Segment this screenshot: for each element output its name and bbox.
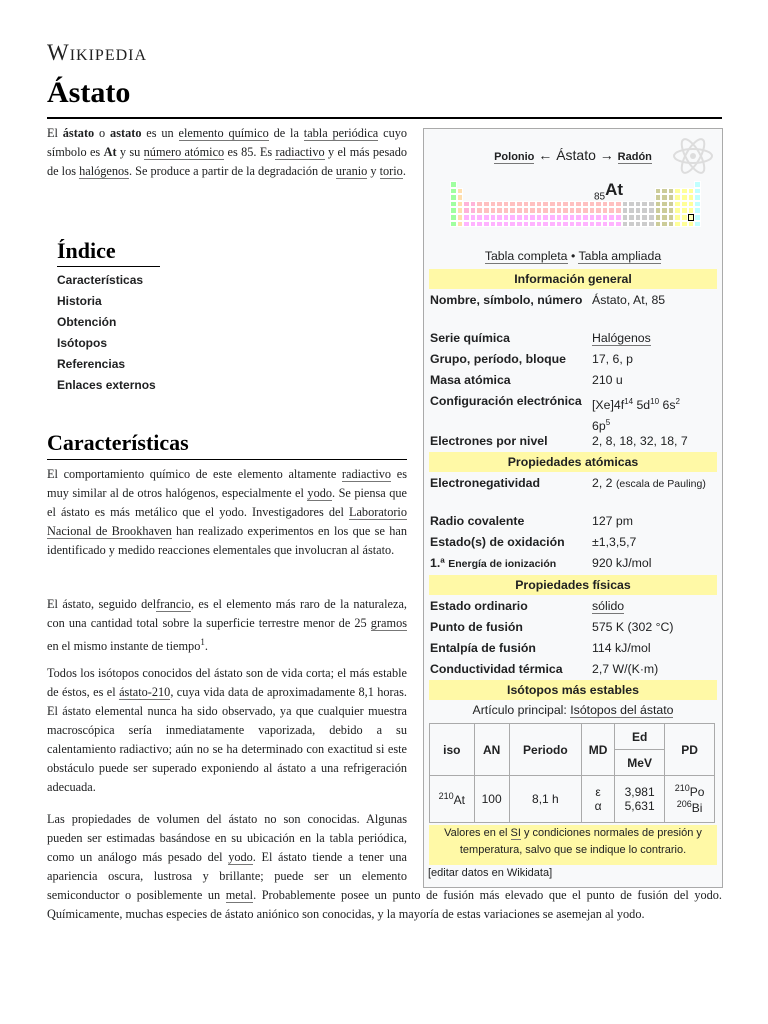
full-table-link[interactable]: Tabla completa — [484, 249, 568, 263]
link-elemento-quimico[interactable]: elemento químico — [178, 126, 269, 140]
element-cell — [681, 221, 688, 228]
value-electronegativity: 2, 2 (escala de Pauling) — [592, 476, 706, 490]
toc-title: Índice — [57, 238, 160, 267]
units-note: Valores en el SI y condiciones normales de presión y temperatura, salvo que se indique lo contrario. — [429, 825, 717, 865]
element-cell — [556, 214, 563, 221]
page-title: Ástato — [47, 76, 131, 109]
element-cell — [635, 221, 642, 228]
element-cell — [582, 207, 589, 214]
element-cell — [450, 214, 457, 221]
element-cell — [674, 207, 681, 214]
element-cell — [608, 221, 615, 228]
paragraph-4: Las propiedades de volumen del ástato no son conocidas. Algunas pueden ser estimadas basándose en su ubicación en la tabla periódica, como un análogo más pesado del yodo. El ástato tiende a tener una apariencia oscura, lustrosa y brillante; puede ser un elemento semiconductor o posiblemente un metal. Probablemente posee un punto de fusión más elevado que el punto de fusión del yodo. Químicamente, muchas especies de ástato aniónico son conocidas, y la mayoría de estas variaciones se asemejan al yodo. — [47, 812, 722, 921]
element-cell — [641, 214, 648, 221]
an-cell: 100 — [474, 776, 509, 823]
element-cell — [681, 201, 688, 208]
wide-table-link[interactable]: Tabla ampliada — [578, 249, 662, 263]
value-series[interactable]: Halógenos — [592, 331, 651, 345]
section-atomic: Propiedades atómicas — [429, 452, 717, 472]
link-uranio[interactable]: uranio — [335, 164, 368, 178]
label-state: Estado ordinario — [430, 599, 528, 613]
element-cell — [483, 201, 490, 208]
element-cell — [450, 201, 457, 208]
arrow-right-icon: → — [599, 147, 614, 163]
element-cell — [589, 214, 596, 221]
table-of-contents — [57, 238, 160, 399]
element-cell — [523, 207, 530, 214]
element-cell — [595, 221, 602, 228]
value-state[interactable]: sólido — [592, 599, 625, 613]
label-oxidation: Estado(s) de oxidación — [430, 535, 565, 549]
link-halogenos[interactable]: halógenos — [79, 164, 129, 178]
element-cell — [622, 221, 629, 228]
element-cell — [615, 221, 622, 228]
label-ionization: 1.ª Energía de ionización — [430, 556, 557, 570]
element-cell — [668, 201, 675, 208]
label-covalent-radius: Radio covalente — [430, 514, 525, 528]
element-cell — [575, 207, 582, 214]
value-group: 17, 6, p — [592, 352, 634, 366]
value-oxidation: ±1,3,5,7 — [592, 535, 637, 549]
element-cell — [661, 201, 668, 208]
element-cell — [542, 214, 549, 221]
next-element-link[interactable]: Radón — [617, 151, 652, 163]
element-cell — [694, 201, 701, 208]
element-cell — [529, 207, 536, 214]
value-mass: 210 u — [592, 373, 623, 387]
element-cell — [648, 207, 655, 214]
link-torio[interactable]: torio — [379, 164, 403, 178]
link-metal[interactable]: metal — [225, 888, 254, 902]
value-name: Ástato, At, 85 — [592, 293, 666, 307]
element-cell — [516, 214, 523, 221]
element-cell — [542, 207, 549, 214]
element-cell — [509, 221, 516, 228]
element-cell — [589, 207, 596, 214]
element-cell — [503, 221, 510, 228]
element-cell — [694, 194, 701, 201]
label-fusion: Entalpía de fusión — [430, 641, 536, 655]
col-md: MD — [582, 724, 615, 776]
element-cell — [529, 214, 536, 221]
element-cell — [496, 207, 503, 214]
element-cell — [476, 207, 483, 214]
element-cell — [661, 194, 668, 201]
toc-item[interactable]: Historia — [57, 294, 102, 308]
element-cell — [523, 214, 530, 221]
section-divider — [47, 459, 407, 460]
element-symbol: $_{85}$At — [594, 180, 624, 203]
col-iso: iso — [430, 724, 475, 776]
element-cell — [602, 221, 609, 228]
element-cell — [463, 207, 470, 214]
label-mass: Masa atómica — [430, 373, 511, 387]
element-cell — [529, 221, 536, 228]
element-cell — [674, 201, 681, 208]
element-cell — [602, 207, 609, 214]
col-ed: Ed — [615, 724, 665, 750]
element-cell — [622, 207, 629, 214]
col-periodo: Periodo — [509, 724, 581, 776]
element-cell — [490, 214, 497, 221]
link-numero-atomico[interactable]: número atómico — [143, 145, 225, 159]
value-conductivity: 2,7 W/(K·m) — [592, 662, 659, 676]
toc-item[interactable]: Características — [57, 273, 144, 287]
element-cell — [536, 201, 543, 208]
element-cell — [450, 188, 457, 195]
col-an: AN — [474, 724, 509, 776]
element-cell — [509, 201, 516, 208]
element-cell — [655, 201, 662, 208]
value-ionization: 920 kJ/mol — [592, 556, 652, 570]
element-cell — [688, 221, 695, 228]
paragraph-2: El ástato, seguido delfrancio, es el elemento más raro de la naturaleza, con una cantidad total sobre la superficie terrestre menor de 25 gramos en el mismo instante de tiempo$^1$. — [47, 597, 408, 654]
element-cell — [562, 207, 569, 214]
element-cell — [509, 207, 516, 214]
element-cell — [661, 214, 668, 221]
element-cell — [641, 207, 648, 214]
md-cell: ε α — [582, 776, 615, 823]
element-cell — [450, 181, 457, 188]
element-cell — [661, 221, 668, 228]
title-divider — [47, 117, 722, 119]
element-cell — [457, 214, 464, 221]
element-cell — [694, 207, 701, 214]
main-article-note: Artículo principal: Isótopos del ástato — [472, 703, 674, 717]
paragraph-3: Todos los isótopos conocidos del ástato son de vida corta; el más estable de éstos, es el ástato-210, cuya vida data de aproximadamente 8,1 horas. El ástato elemental nunca ha sido observado, ya que cualquier muestra macroscópica sería inmediatamente vaporizada, debido a su calentamiento radiactivo; aún no se ha determinado con exactitud si este obstáculo puede ser superado exponiendo al ástato a una refrigeración adecuada. — [47, 666, 407, 794]
element-cell — [470, 201, 477, 208]
element-cell — [483, 214, 490, 221]
link-radiactivo[interactable]: radiactivo — [275, 145, 325, 159]
link-gramos[interactable]: gramos — [370, 616, 407, 630]
element-cell — [628, 221, 635, 228]
element-cell — [674, 188, 681, 195]
element-cell — [562, 201, 569, 208]
element-cell — [681, 214, 688, 221]
element-cell — [688, 194, 695, 201]
label-electrons: Electrones por nivel — [430, 434, 548, 448]
element-cell — [457, 207, 464, 214]
element-cell — [661, 188, 668, 195]
element-cell — [641, 201, 648, 208]
col-ed-unit: MeV — [615, 750, 665, 776]
element-cell — [655, 194, 662, 201]
element-cell — [681, 207, 688, 214]
label-name: Nombre, símbolo, número — [430, 293, 583, 307]
element-cell — [655, 188, 662, 195]
element-cell — [688, 188, 695, 195]
element-cell — [608, 207, 615, 214]
link-tabla-periodica[interactable]: tabla periódica — [303, 126, 379, 140]
element-cell — [490, 221, 497, 228]
element-cell — [503, 214, 510, 221]
element-cell — [569, 201, 576, 208]
element-cell — [490, 207, 497, 214]
label-config: Configuración electrónica — [430, 394, 582, 408]
element-cell — [694, 188, 701, 195]
element-cell — [516, 221, 523, 228]
element-cell — [661, 207, 668, 214]
element-cell — [668, 194, 675, 201]
value-electrons: 2, 8, 18, 32, 18, 7 — [592, 434, 688, 448]
toc-item[interactable]: Referencias — [57, 357, 126, 371]
element-cell — [549, 221, 556, 228]
value-melting: 575 K (302 °C) — [592, 620, 674, 634]
element-cell — [503, 201, 510, 208]
isotopes-table — [429, 723, 715, 823]
element-cell — [575, 221, 582, 228]
element-cell — [635, 214, 642, 221]
element-cell — [615, 207, 622, 214]
element-cell — [556, 221, 563, 228]
section-isotopes: Isótopos más estables — [429, 680, 717, 700]
value-config: $[Xe]4f^{14}$ $5d^{10}$ $6s^2$ $6p^5$ — [592, 397, 680, 434]
element-cell — [668, 214, 675, 221]
element-cell — [476, 221, 483, 228]
element-cell — [668, 207, 675, 214]
element-cell — [562, 221, 569, 228]
element-cell — [470, 207, 477, 214]
label-series: Serie química — [430, 331, 510, 345]
element-cell — [483, 221, 490, 228]
element-cell — [476, 214, 483, 221]
period-cell: 8,1 h — [509, 776, 581, 823]
link-yodo[interactable]: yodo — [307, 486, 333, 500]
ed-cell: 3,981 5,631 — [615, 776, 665, 823]
element-cell — [503, 207, 510, 214]
element-cell — [463, 214, 470, 221]
table-links — [424, 249, 722, 263]
toc-item[interactable]: Obtención — [57, 315, 117, 329]
element-cell — [694, 181, 701, 188]
si-link[interactable]: SI — [510, 827, 521, 839]
element-cell — [635, 207, 642, 214]
element-cell — [674, 194, 681, 201]
element-cell — [496, 221, 503, 228]
element-cell — [490, 201, 497, 208]
element-cell — [575, 214, 582, 221]
element-cell — [628, 207, 635, 214]
element-cell — [542, 201, 549, 208]
element-cell — [536, 207, 543, 214]
element-cell — [523, 201, 530, 208]
element-cell — [569, 207, 576, 214]
element-cell — [450, 194, 457, 201]
isotopes-article-link[interactable]: Isótopos del ástato — [570, 703, 674, 717]
element-cell — [463, 221, 470, 228]
element-cell — [457, 201, 464, 208]
element-cell — [582, 214, 589, 221]
element-cell — [694, 214, 701, 221]
element-cell — [509, 214, 516, 221]
iso-cell: $^{210}$At — [430, 776, 475, 823]
value-fusion: 114 kJ/mol — [592, 641, 651, 655]
element-cell — [655, 221, 662, 228]
edit-wikidata-link[interactable]: [editar datos en Wikidata] — [428, 867, 553, 879]
element-cell — [615, 214, 622, 221]
element-cell — [536, 221, 543, 228]
element-cell — [496, 214, 503, 221]
element-cell — [483, 207, 490, 214]
element-cell — [622, 214, 629, 221]
element-cell — [655, 214, 662, 221]
toc-item[interactable]: Enlaces externos — [57, 378, 156, 392]
paragraph-1: El comportamiento químico de este elemento altamente radiactivo es muy similar al de otros halógenos, especialmente el yodo. Se piensa que el ástato es más metálico que el yodo. Investigadores del Laboratorio Nacional de Brookhaven han realizado experimentos en los que se han identificado y medido reacciones elementales que involucran al ástato. — [47, 467, 408, 557]
table-row — [430, 776, 715, 823]
element-cell — [628, 214, 635, 221]
link-francio[interactable]: francio — [156, 597, 191, 611]
element-cell — [575, 201, 582, 208]
element-cell — [648, 221, 655, 228]
element-cell — [688, 214, 695, 221]
element-cell — [523, 221, 530, 228]
element-cell — [595, 207, 602, 214]
label-group: Grupo, período, bloque — [430, 352, 566, 366]
element-cell — [562, 214, 569, 221]
element-cell — [668, 221, 675, 228]
bullet-separator: • — [570, 249, 576, 263]
element-cell — [549, 207, 556, 214]
element-cell — [556, 207, 563, 214]
element-cell — [608, 214, 615, 221]
element-cell — [655, 207, 662, 214]
element-cell — [536, 214, 543, 221]
element-cell — [569, 214, 576, 221]
element-cell — [694, 221, 701, 228]
element-cell — [516, 207, 523, 214]
intro-paragraph: El ástato o astato es un elemento químico de la tabla periódica cuyo símbolo es At y su número atómico es 85. Es radiactivo y el más pesado de los halógenos. Se produce a partir de la degradación de uranio y torio. — [47, 126, 408, 178]
wikipedia-logo[interactable]: Wikipedia — [47, 40, 148, 65]
element-cell — [688, 207, 695, 214]
element-cell — [457, 221, 464, 228]
element-cell — [674, 214, 681, 221]
element-cell — [476, 201, 483, 208]
value-covalent-radius: 127 pm — [592, 514, 634, 528]
element-cell — [470, 221, 477, 228]
element-cell — [542, 221, 549, 228]
element-cell — [470, 214, 477, 221]
label-electronegativity: Electronegatividad — [430, 476, 541, 490]
element-cell — [450, 221, 457, 228]
link-astato-210[interactable]: ástato-210 — [119, 685, 171, 699]
element-cell — [516, 201, 523, 208]
element-cell — [496, 201, 503, 208]
element-cell — [589, 221, 596, 228]
element-cell — [556, 201, 563, 208]
element-cell — [457, 188, 464, 195]
section-general: Información general — [429, 269, 717, 289]
element-cell — [648, 214, 655, 221]
element-cell — [569, 221, 576, 228]
prev-element-link[interactable]: Polonio — [494, 151, 535, 163]
section-physical: Propiedades físicas — [429, 575, 717, 595]
section-heading: Características — [47, 430, 189, 455]
element-cell — [674, 221, 681, 228]
element-cell — [582, 221, 589, 228]
element-cell — [681, 188, 688, 195]
element-name: Ástato — [556, 147, 596, 163]
element-cell — [602, 214, 609, 221]
element-cell — [641, 221, 648, 228]
element-cell — [450, 207, 457, 214]
element-cell — [549, 201, 556, 208]
element-cell — [549, 214, 556, 221]
label-melting: Punto de fusión — [430, 620, 523, 634]
element-cell — [463, 201, 470, 208]
element-cell — [529, 201, 536, 208]
element-cell — [681, 194, 688, 201]
element-cell — [635, 201, 642, 208]
link-brookhaven[interactable]: Laboratorio Nacional de Brookhaven — [47, 505, 407, 538]
col-pd: PD — [665, 724, 715, 776]
element-cell — [668, 188, 675, 195]
element-cell — [628, 201, 635, 208]
element-infobox — [423, 128, 723, 888]
element-cell — [582, 201, 589, 208]
arrow-left-icon: ← — [538, 147, 553, 163]
element-navigation — [424, 147, 722, 163]
toc-item[interactable]: Isótopos — [57, 336, 107, 350]
link-radiactivo-2[interactable]: radiactivo — [341, 467, 392, 481]
element-cell — [648, 201, 655, 208]
link-yodo-2[interactable]: yodo — [228, 850, 253, 864]
element-cell — [688, 201, 695, 208]
element-cell — [595, 214, 602, 221]
element-cell — [457, 194, 464, 201]
pd-cell: $^{210}$Po $^{206}$Bi — [665, 776, 715, 823]
label-conductivity: Conductividad térmica — [430, 662, 563, 676]
reference-1[interactable]: 1 — [200, 637, 205, 647]
